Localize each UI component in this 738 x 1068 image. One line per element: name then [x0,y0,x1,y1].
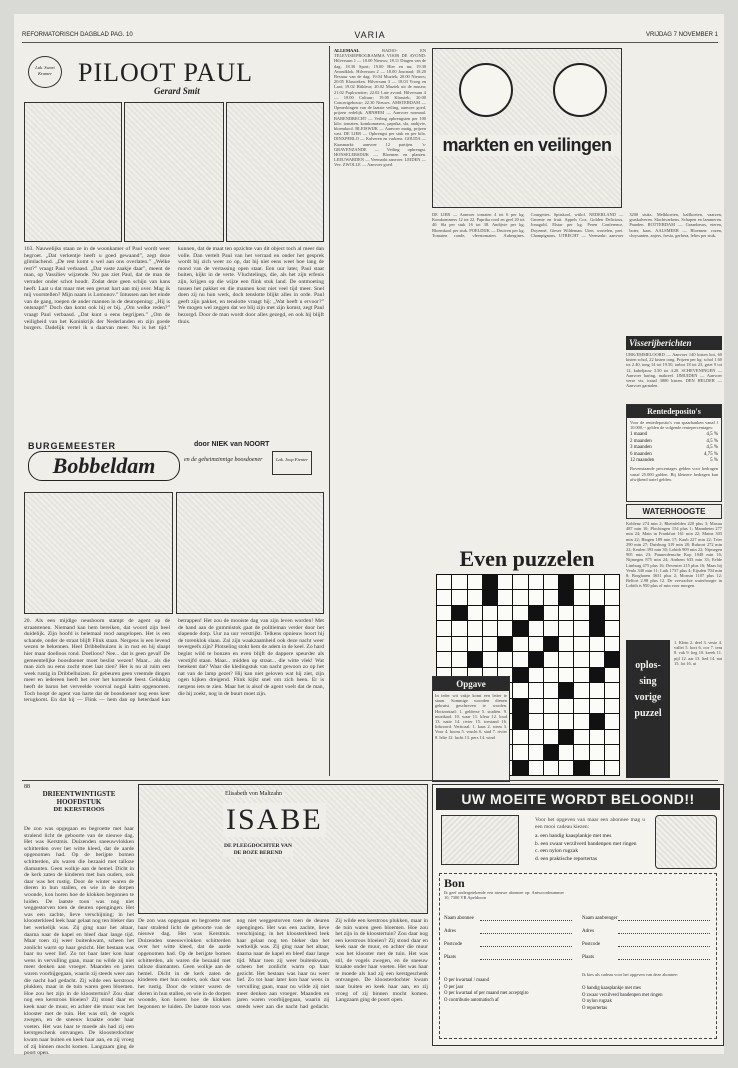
radio-text: RADIO- EN TELEVISIEPROGRAMMA VOOR DE AVOND: Hilversum 1 — 18.00 Nieuws; 18.11 Dingen van de dag; 18.30 Sport; 19.00 Hier en nu; 19.30 Avondklok. Hilversum 2 — 18.00 Journaal; 18.20 Bestuur van de dag; 19.04 Muziek; 20.00 Nieuws; 20.05 Klassieken. Hilversum 3 — 18.03 Vroeg en Laat; 19.02 Hitkleur; 20.02 Muziek uit de musea; 21.02 Popkwartier; 22.02 Late avond. Hilversum 4 — 18.00 Cultuur; 19.00 Klassiek; 20.00 Concertgebouw; 22.30 Nieuws. AMSTERDAM — Opmerkingen van de laatste veiling, aanvoer goed, prijzen redelijk. ARNHEM — Aanvoer normaal. BARENDRECHT — Veiling opbrengsten per 100 kilo: tomaten, komkommers, paprika, sla, andijvie, bloemkool. BLEISWIJK — Aanvoer matig, prijzen vast. DE LIER — Opbrengst per stuk en per kilo. DINXPERLO — Kalveren en varkens. GOUDA — Kaasmarkt: aanvoer 12 partijen. 's-GRAVENZANDE — Veiling opbrengst. HONSELERSDIJK — Bloemen en planten. LEEUWARDEN — Veemarkt aanvoer. LEIDEN — Vee. ZWOLLE — Aanvoer goed. [334,48,426,168]
rente-term: 12 maanden [630,458,655,464]
ilse-text: De zon was opgegaan en begroette met haar stralend licht de geboorte van de nieuwe dag. Het was Kerstmis. Duizenden sneeuwvlokken schitterden over het witte kleed, dat de aarde opgenomen had. Op de berijpte bomen schitterden, als waren die bezaaid met talloze diamanten. Geen wolkje aan de hemel. Dicht in de kerk zaten de kinderen met hun ouders, ook daar was het rustig. Door de winter waren de dieren in hun stallen, en wie in de dorpen woonde, kon horen hoe de klokken begonnen te luiden. De laatste toon was nog niet weggestorven toen de deuren opengingen. Het was een zachte, lieve verschijning; in het kloosterkleed leek haar gelaat nog ten bleker dan het werkelijk was. Zij ging naar het altaar, daarna naar de kapel en bleef daar lange tijd. Maar toen zij weer buitenkwam, scheen het zonlicht warm op haar gezicht. Het bestaan was haar nu weer lief. Zo tot haar later kon haar wens in vervulling gaan, maar nu wilde zij niet meer denken aan vroeger. Maanden en jaren waren voorbijgegaan, waarin zij steeds weer aan die nacht had gedacht. Zij wilde een kerstroos plukken, maar in de tuin waren geen bloemen. Hoe zou het zijn in de kloostertuin? Zou daar nog een kerstroos bloeien? Zij stond daar en keek naar de muur, en achter die muur was het klooster met de tuin. Het was stil, de vogels zwegen, en de sneeuw kraakte onder haar voeten. Het was haar te moede als had zij een kerstgeschenk ontvangen. De kloosterdochter kwam naar buiten en keek haar aan, en zij vroeg of zij binnen mocht komen. Langzaam ging de poort open. [24,826,134,1057]
puzzle-cell[interactable] [529,575,543,589]
puzzle-cell[interactable] [468,590,482,604]
puzzle-cell[interactable] [513,714,527,728]
puzzle-cell[interactable] [529,606,543,620]
col-divider-1 [329,46,330,776]
rente-term: 1 maand [630,432,648,438]
puzzle-cell[interactable] [559,730,573,744]
puzzle-cell[interactable] [544,652,558,666]
puzzle-cell[interactable] [544,745,558,759]
puzzle-cell[interactable] [529,590,543,604]
newspaper-page [14,14,724,1057]
puzzle-cell[interactable] [437,575,451,589]
bon-field-input[interactable] [480,938,572,947]
row-divider [22,780,718,781]
bon-field-label: Naam aanbrenger [582,916,618,921]
puzzle-cell[interactable] [574,575,588,589]
puzzle-cell[interactable] [590,621,604,635]
beloond-illustration [441,815,519,865]
boeldam-text: 20. Als een mijdige neushoorn stampt de agent op de straatstenen. Niemand kan hem bereiken, dat woord zijn heel duidelijk. Zijn hoofd is helemaal rood aangelopen. Het is een schande, onder de straat blijft Flink staan. Nergens is een levend wezen te bekennen. Heel Dribbelhuizen is in rust en hij slaapt hier maar doelloos rond. Doelloos? Nee... dat is geen geval! De gemeentelijke boosdoener moet beslist wezen! Maar... als die man zich nu eens zocht moet laat zien? Het is nu al ruim een week rustig in Dribbelhuizen. Er gebeuren geen vreemde dingen meer en iedereen heeft het over het komende feest. Gelukkig heeft de baron het verveelde voorval nogal kalm opgenomen. Toch hoopt de agent van harte dat de boosdoener nog eens keer terugkomt. En dat hij — Flink — hem dan op heterdaad kan betrappen! Het zou de mooiste dag van zijn leven worden! Met de hand aan de gummistok gaat de politieman verder door het slapende dorp. Uur na uur verstrijkt. Telkens opnieuw hoort hij de torenklok slaan. Zal zijn waakzaamheid ook deze nacht weer tevergeefs zijn? Plotseling stokt hem de adem in de keel. Zo hard begint wild te bonzen en even blijft de dappere speurder als verstijfd staan. Maar... midden op straat... die witte vlek! Wat betekent dat? Waar die kledingstuk van nacht gewoon zo op het nat van de lamp gezet? Hij kan niet geloven wat hij ziet, zijn ogen kijken dreigend. Flink kijkt snel om zich heen. Er is nergens iets te zien. Maar het is alsof de agent voelt dat de man, die hij zoekt, nog in de buurt moet zijn. [24,618,324,704]
puzzle-cell[interactable] [437,652,451,666]
beloond-block [432,784,724,1046]
markten-image [432,48,622,208]
oplossing-word: sing [639,676,657,687]
bon-field [444,947,572,960]
puzzle-cell[interactable] [605,714,619,728]
puzzle-cell[interactable] [574,761,588,775]
puzzle-cell[interactable] [498,621,512,635]
water-text: Koblenz 274 min 2; Rheinfelden 220 plus 3; Maxau 487 min 10; Plochingen 154 plus 1; Mannheim 277 min 24; Main in Frankfurt 161 min 22; Mainz 303 min 22; Bingen 189 min 17; Kaub 227 min 22; Trier 290 min 27; Duisburg 319 min 28; Ruhrort 272 min 22; Keulen 393 min 30; Lobith 909 min 22; Nijmegen 905 min 23; Pannerdensche Kop 1048 min 16; Nijmegen 875 min 24; Arnhem 633 min 33; Eelde Limburg 475 plus 16; Deventer 215 plus 16; Maas bij Venlo 340 min 11; Luik 1737 plus 4; Eijsden 704 min 8; Borgharen 3631 plus 2; Monsin 1107 plus 12; Belfort 2.98 plus 12. De verwachte waterhoogte in Lobith is 950 plus of min voor morgen. [626,521,722,589]
bon-checks-right [582,986,710,1012]
puzzle-cell[interactable] [559,699,573,713]
boeldam-top: BURGEMEESTER [28,441,117,451]
bon-checkbox-option[interactable]: O reportertas [582,1005,608,1011]
puzzle-cell[interactable] [574,621,588,635]
puzzle-cell[interactable] [574,668,588,682]
puzzle-cell[interactable] [544,590,558,604]
puzzle-cell[interactable] [529,761,543,775]
puzzle-cell[interactable] [590,714,604,728]
beloond-bag [655,815,717,869]
puzzle-cell[interactable] [574,637,588,651]
puzzle-cell[interactable] [574,606,588,620]
rente-rate: 4,5 % [706,432,718,438]
puzzle-cell[interactable] [529,652,543,666]
page-header [22,30,718,43]
rente-term: 6 maanden [630,451,652,457]
bon-field-input[interactable] [480,912,572,921]
ilse-chapter-sub: DE KERSTROOS [53,806,105,813]
puzzle-cell[interactable] [483,652,497,666]
puzzle-cell[interactable] [544,683,558,697]
puzzle-cell[interactable] [498,652,512,666]
radio-heading: ALLEMAAL [334,48,360,53]
puzzle-cell[interactable] [605,590,619,604]
puzzle-cell[interactable] [452,575,466,589]
puzzle-cell[interactable] [437,590,451,604]
bon-checkbox-option[interactable]: O per kwartaal / maand [444,978,490,983]
puzzle-cell[interactable] [590,652,604,666]
beloond-intro: Voor het opgeven van maar een abonnee mag u een mooi cadeau kiezen: [535,817,645,830]
beloond-option: b. een zwaar verzilverd bandenpen met ringen [535,840,637,847]
puzzle-cell[interactable] [544,637,558,651]
bon-field [582,921,710,934]
puzzle-cell[interactable] [574,714,588,728]
puzzle-cell[interactable] [559,745,573,759]
puzzle-cell[interactable] [529,745,543,759]
puzzle-cell[interactable] [529,683,543,697]
puzzle-cell[interactable] [605,575,619,589]
puzzle-cell[interactable] [559,606,573,620]
puzzle-cell[interactable] [544,606,558,620]
beloond-options [535,833,647,863]
bon-field-label: Plaats [444,955,456,960]
beloond-option: a. een handig kaasplankje met mes [535,833,612,839]
bon-field [582,908,710,921]
puzzle-cell[interactable] [544,730,558,744]
bon-field-input[interactable] [618,925,710,934]
boeldam-panel-1 [24,492,173,614]
bon-field-label: Naam abonnee [444,916,474,921]
puzzle-cell[interactable] [529,714,543,728]
markten-title: markten en veilingen [433,135,621,156]
puzzle-cell[interactable] [529,699,543,713]
puzzle-cell[interactable] [559,683,573,697]
rente-term: 3 maanden [630,445,652,451]
puzzle-cell[interactable] [605,699,619,713]
puzzle-cell[interactable] [605,652,619,666]
scale-dial-left [459,63,513,117]
puzzle-cell[interactable] [529,730,543,744]
puzzle-cell[interactable] [513,668,527,682]
bon-field-input[interactable] [618,951,710,960]
water-block [626,504,722,634]
puzzle-cell[interactable] [437,606,451,620]
bon-checkbox-option[interactable]: O zwaar verzilverd bandenpen met ringen [582,992,663,998]
puzzle-cell[interactable] [452,652,466,666]
rente-rate: 4,75 % [703,451,718,457]
puzzle-cell[interactable] [559,714,573,728]
bon-field [444,921,572,934]
visserij-title: Visserijberichten [626,336,722,350]
puzzle-cell[interactable] [498,590,512,604]
oplossing-word: oplos- [635,660,661,671]
bon-checkbox-option[interactable]: O nylon rugzak [582,999,612,1005]
header-center: VARIA [354,30,386,40]
bon-field-input[interactable] [480,925,572,934]
bon-checkbox-option[interactable]: O per jaar [444,984,464,990]
puzzle-cell[interactable] [513,575,527,589]
puzzle-cell[interactable] [468,606,482,620]
piloot-panel-2 [124,102,224,242]
boeldam-title-block [24,439,324,489]
water-title: WATERHOOGTE [626,504,722,519]
puzzle-cell[interactable] [468,652,482,666]
ilse-chapter-head [24,784,134,824]
puzzle-cell[interactable] [483,590,497,604]
oplossing-word: puzzel [634,708,662,719]
radio-column [334,48,426,776]
puzzle-cell[interactable] [605,745,619,759]
puzzle-cell[interactable] [483,575,497,589]
oplossing-text: 1. Klein 2. deel 3. veste 4. vallei 5. kort 6. oor 7. tent 8. vak 9. heg 10. kreek 11. pijl 12. aar 13. lied 14. nat 15. lot 16. ui [674,640,722,666]
puzzle-cell[interactable] [544,575,558,589]
bon-field-label: Postcode [444,942,463,947]
markten-illustration [432,48,622,208]
rente-term: 2 maanden [630,438,652,444]
boeldam-title: Bobbeldam [28,451,180,481]
visserij-text: URK/EMMELOORD — Aanvoer 140 kisten bot, 60 kisten schol, 22 kisten tong. Prijzen per kg: schol 1.60 tot 2.40, tong 14 tot 19.50, tarbot 18 tot 23, griet 9 tot 12, kabeljauw 3.50 tot 4.20. SCHEVENINGEN — Aanvoer haring, makreel. IJMUIDEN — Aanvoer verse vis, totaal 3800 kisten. DEN HELDER — Aanvoer garnalen. [626,352,722,389]
puzzle-cell[interactable] [590,745,604,759]
scale-dial-right [553,63,607,117]
puzzle-cell[interactable] [468,575,482,589]
boeldam-sub: en de geheimzinnige boosdoener [184,457,263,463]
rente-rate: 5 % [710,458,718,464]
rente-note: Bovenstaande percentages gelden voor bedragen vanaf 25.000 gulden. Bij kleinere bedragen kan afwijkend tarief gelden. [630,466,718,482]
piloot-title: PILOOT PAUL [78,58,253,87]
piloot-panel-3 [226,102,324,242]
puzzle-cell[interactable] [529,621,543,635]
puzzle-cell[interactable] [574,699,588,713]
puzzle-cell[interactable] [559,621,573,635]
puzzle-cell[interactable] [468,637,482,651]
puzzle-cell[interactable] [452,590,466,604]
puzzle-cell[interactable] [483,606,497,620]
bon-field [582,934,710,947]
puzzle-cell[interactable] [574,730,588,744]
beloond-option: c. een nylon rugzak [535,848,579,855]
puzzle-cell[interactable] [590,699,604,713]
bon-field [444,908,572,921]
piloot-comic-strip [24,102,324,242]
bon-fields-left [444,908,572,960]
puzzle-cell[interactable] [590,761,604,775]
bon-checkbox-option[interactable]: O per kwartaal of per maand met acceptgiro [444,991,529,997]
header-left: REFORMATORISCH DAGBLAD PAG. 10 [22,32,133,38]
puzzle-cell[interactable] [590,637,604,651]
bon-field-label: Adres [582,929,594,934]
puzzle-cell[interactable] [605,668,619,682]
puzzle-cell[interactable] [437,621,451,635]
puzzle-cell[interactable] [498,575,512,589]
beloond-title: UW MOEITE WORDT BELOOND!! [436,788,720,810]
ilse-illus-sub: DE PLEEGDOCHTER VAN DE BOZE BEREND [224,843,292,856]
bon-checkbox-option[interactable]: O contributie automatisch af [444,997,499,1003]
puzzle-cell[interactable] [590,683,604,697]
beloond-option: d. een praktische reportertas [535,855,597,862]
puzzle-cell[interactable] [529,637,543,651]
puzzle-cell[interactable] [513,652,527,666]
puzzle-cell[interactable] [513,699,527,713]
ilse-illus-title: ISABE [223,803,326,837]
ilse-text-continued: De zon was opgegaan en begroette met haar stralend licht de geboorte van de nieuwe dag. Het was Kerstmis. Duizenden sneeuwvlokken schitterden over het witte kleed, dat de aarde opgenomen had. Op de berijpte bomen schitterden, als waren die bezaaid met talloze diamanten. Geen wolkje aan de hemel. Dicht in de kerk zaten de kinderen met hun ouders, ook daar was het rustig. Door de winter waren de dieren in hun stallen, en wie in de dorpen woonde, kon horen hoe de klokken begonnen te luiden. De laatste toon was nog niet weggestorven toen de deuren opengingen. Het was een zachte, lieve verschijning; in het kloosterkleed leek haar gelaat nog ten bleker dan het werkelijk was. Zij ging naar het altaar, daarna naar de kapel en bleef daar lange tijd. Maar toen zij weer buitenkwam, scheen het zonlicht warm op haar gezicht. Het bestaan was haar nu weer lief. Zo tot haar later kon haar wens in vervulling gaan, maar nu wilde zij niet meer denken aan vroeger. Maanden en jaren waren voorbijgegaan, waarin zij steeds weer aan die nacht had gedacht. Zij wilde een kerstroos plukken, maar in de tuin waren geen bloemen. Hoe zou het zijn in de kloostertuin? Zou daar nog een kerstroos bloeien? Zij stond daar en keek naar de muur, en achter die muur was het klooster met de tuin. Het was stil, de vogels zwegen, en de sneeuw kraakte onder haar voeten. Het was haar te moede als had zij een kerstgeschenk ontvangen. De kloosterdochter kwam naar buiten en keek haar aan, en zij vroeg of zij binnen mocht komen. Langzaam ging de poort open. [138,918,428,1010]
puzzle-cell[interactable] [513,621,527,635]
puzzle-cell[interactable] [544,761,558,775]
puzzle-cell[interactable] [590,606,604,620]
bon-field-label: Plaats [582,955,594,960]
puzzle-cell[interactable] [590,668,604,682]
puzzle-cell[interactable] [513,683,527,697]
puzzle-cell[interactable] [559,668,573,682]
bon-form [439,873,717,1039]
puzzle-cell[interactable] [513,606,527,620]
bon-field-label: Adres [444,929,456,934]
puzzle-cell[interactable] [605,637,619,651]
bon-checks-left [444,978,572,1004]
puzzle-cell[interactable] [559,761,573,775]
bon-field-input[interactable] [618,938,710,947]
boeldam-author: door NIEK van NOORT [194,441,270,448]
bon-title: Bon [444,876,465,890]
puzzle-cell[interactable] [513,637,527,651]
boeldam-panel-2 [176,492,324,614]
boeldam-comic-strip [24,492,324,614]
puzzel-title: Even puzzelen [459,546,595,571]
puzzle-cell[interactable] [498,637,512,651]
piloot-badge: Lak. Swart Kramer [28,56,62,88]
ilse-illustration [138,784,428,914]
bon-field-input[interactable] [480,951,572,960]
puzzle-cell[interactable] [605,683,619,697]
opgave-text: In ieder wit vakje komt een letter te staan. Sommige woorden dienen gekruist geschreven te worden. Horizontaal: 1. gelderse 5. studiën. 9. muzikaal. 10. waar 11. kleur 12. lood 13. natie 14. rivier 15. toestand 16. lidwoord. Verticaal: 1. kaas 2. roem 3. Voor 4. boom 5. vrucht 6. stad 7. rivier 8. lelie 12. lucht 13. pers 14. wind [435,693,507,740]
oplossing-label [626,640,670,722]
bon-intro: Ik geef ondergetekende een nieuwe abonnee op: Antwoordnummer 10, 7300 VB Apeldoorn [444,890,564,901]
boeldam-badge: Lak. Joop Fienter [272,451,312,475]
rente-rate: 4,5 % [706,438,718,444]
rente-rate: 4,5 % [706,445,718,451]
puzzle-cell[interactable] [513,590,527,604]
puzzle-cell[interactable] [559,575,573,589]
ilse-text-col1 [24,826,134,1057]
puzzle-cell[interactable] [483,621,497,635]
puzzle-cell[interactable] [590,590,604,604]
puzzle-cell[interactable] [452,621,466,635]
oplossing-block [626,640,670,778]
puzzle-cell[interactable] [468,621,482,635]
puzzle-cell[interactable] [605,621,619,635]
bon-field [582,947,710,960]
puzzle-cell[interactable] [498,606,512,620]
puzzle-cell[interactable] [559,652,573,666]
puzzle-cell[interactable] [574,745,588,759]
ilse-illus-author: Elisabeth von Maltzahn [225,791,282,797]
puzzle-cell[interactable] [590,730,604,744]
opgave-block [432,676,510,782]
markten-text: DE LIER — Aanvoer tomaten 4 tot 6 per kg. Komkommers 12 tot 22. Paprika rood en geel 20 tot 40. Sla per stuk 16 tot 38. Andijvie per kg. Bloemkool per stuk. POELDIJK — Druiven per kg. Tomaten ronde, vleestomaten. Aubergines. Courgettes. Spitskool, witlof. NEDERLAND — Groente en fruit. Appels Cox, Golden Delicious, Jonagold, Elstar per kg. Peren Conference, Doyenné, Gieser Wildeman. Uien, wortelen, prei. Champignons. UTRECHT — Veemarkt: aanvoer 3200 stuks. Melkkoeien, kalfkoeien, vaarzen, graskalveren. Slachtvarkens. Schapen en lammeren. Paarden. ROTTERDAM — Graanbeurs, eieren, boter, kaas. AALSMEER — Bloemen: rozen, chrysanten, anjers, fresia, gerbera, lelies per stuk. [432,212,722,238]
header-right: VRIJDAG 7 NOVEMBER 1 [645,32,718,38]
oplossing-word: vorige [634,692,662,703]
ilse-image [138,784,428,914]
puzzle-cell[interactable] [605,730,619,744]
puzzle-cell[interactable] [513,761,527,775]
piloot-text: 163. Nauwelijks staan ze in de woonkamer of Paul wordt weer begroet. „Dat verkentje heeft u goed gewaand”, zegt deze glimlachend. „De rest komt u wel aan ons overlaten.” „Welke rest?” vraagt Paul verbaasd. „Dat vaste zaakje daar”, meent de man, op Vassiliev wijzende. Nu pas ziet Paul, dat de man de verrader onder schot houdt. Zodat deze geen schijn van kans heeft. Laat u dat maar met een gerust hart aan mij over. Mag ik mij voorstellen? Mijn naam is Lomonov.” Intussen aan het einde van de gang, roepen de ander mannen in de deuropening: „Hij is ontsnapt!” Doch dan komt ook hij er bij. „Om welke reden?” vraagt Paul verbaasd. „Dat kunt u eens begrijpen.” „Om de veiligheid van het Koninkrijk der Nederlanden en zijn goede burgers. Dadelijk vertel ik u daarvan meer. Nu is het tijd.” kunnen, dat de maat ten opzichte van dit object toch al meer dan volle. Dan vertelt Paul van het verraad en onder het gesprek wordt hij zich weer zo op, dat hij niet eens weet hoe lang de mond van de verrassing open staat. Een uur later, Paul staat buiten, kijkt in de verte. Vluchtelings, die, als het zijn erfenis zijn, krijgen op die wijze een flink stuk land. De ontmoeting tussen het pakket en die mannen kost niet veel tijd meer. Snel doen zij nu hun werk, doch tenslotte blijkt alles in orde. Paul geeft zijn pakket, en tenslotte vraagt hij: „Wat heeft u ervoor?” We mogen wel zeggen dat we blij zijn met zijn komst, zegt Paul bezorgd. Door de man wordt door alles gezegd, en ook hij blijft thuis. [24,246,324,332]
puzzle-cell[interactable] [483,637,497,651]
puzzle-cell[interactable] [559,637,573,651]
bon-fields-right [582,908,710,960]
piloot-title-block [24,52,324,100]
visserij-block [626,336,722,398]
puzzle-cell[interactable] [437,637,451,651]
rente-title: Rentedeposito's [627,405,721,418]
bon-note: Ik kies als cadeau voor het opgeven van deze abonnee: [582,972,679,977]
bon-field [444,934,572,947]
ilse-chapter-title: DRIEENTWINTIGSTE HOOFDSTUK [42,790,116,806]
puzzle-cell[interactable] [574,590,588,604]
puzzle-cell[interactable] [544,699,558,713]
ilse-chapter-num: 88 [24,784,30,790]
opgave-title: Opgave [433,677,509,691]
puzzle-cell[interactable] [605,606,619,620]
puzzle-cell[interactable] [590,575,604,589]
ilse-text-cols [138,918,428,1044]
puzzle-cell[interactable] [559,590,573,604]
rente-intro: Voor de rentedeposito's van spaarbanken vanaf f 10.000,-- gelden de volgende rentepercentages: [630,420,718,431]
puzzle-cell[interactable] [544,621,558,635]
piloot-author: Gerard Smit [154,86,200,96]
piloot-panel-1 [24,102,122,242]
puzzle-cell[interactable] [529,668,543,682]
bon-field-input[interactable] [618,912,710,921]
puzzle-cell[interactable] [544,668,558,682]
puzzle-cell[interactable] [452,606,466,620]
puzzle-cell[interactable] [513,730,527,744]
rente-block [626,404,722,502]
puzzle-cell[interactable] [452,637,466,651]
puzzle-cell[interactable] [574,652,588,666]
rente-table [627,432,721,464]
puzzle-cell[interactable] [605,761,619,775]
bon-checkbox-option[interactable]: O handig kaasplankje met mes [582,986,641,991]
puzzle-cell[interactable] [513,745,527,759]
puzzle-cell[interactable] [544,714,558,728]
puzzle-cell[interactable] [574,683,588,697]
bon-field-label: Postcode [582,942,601,947]
